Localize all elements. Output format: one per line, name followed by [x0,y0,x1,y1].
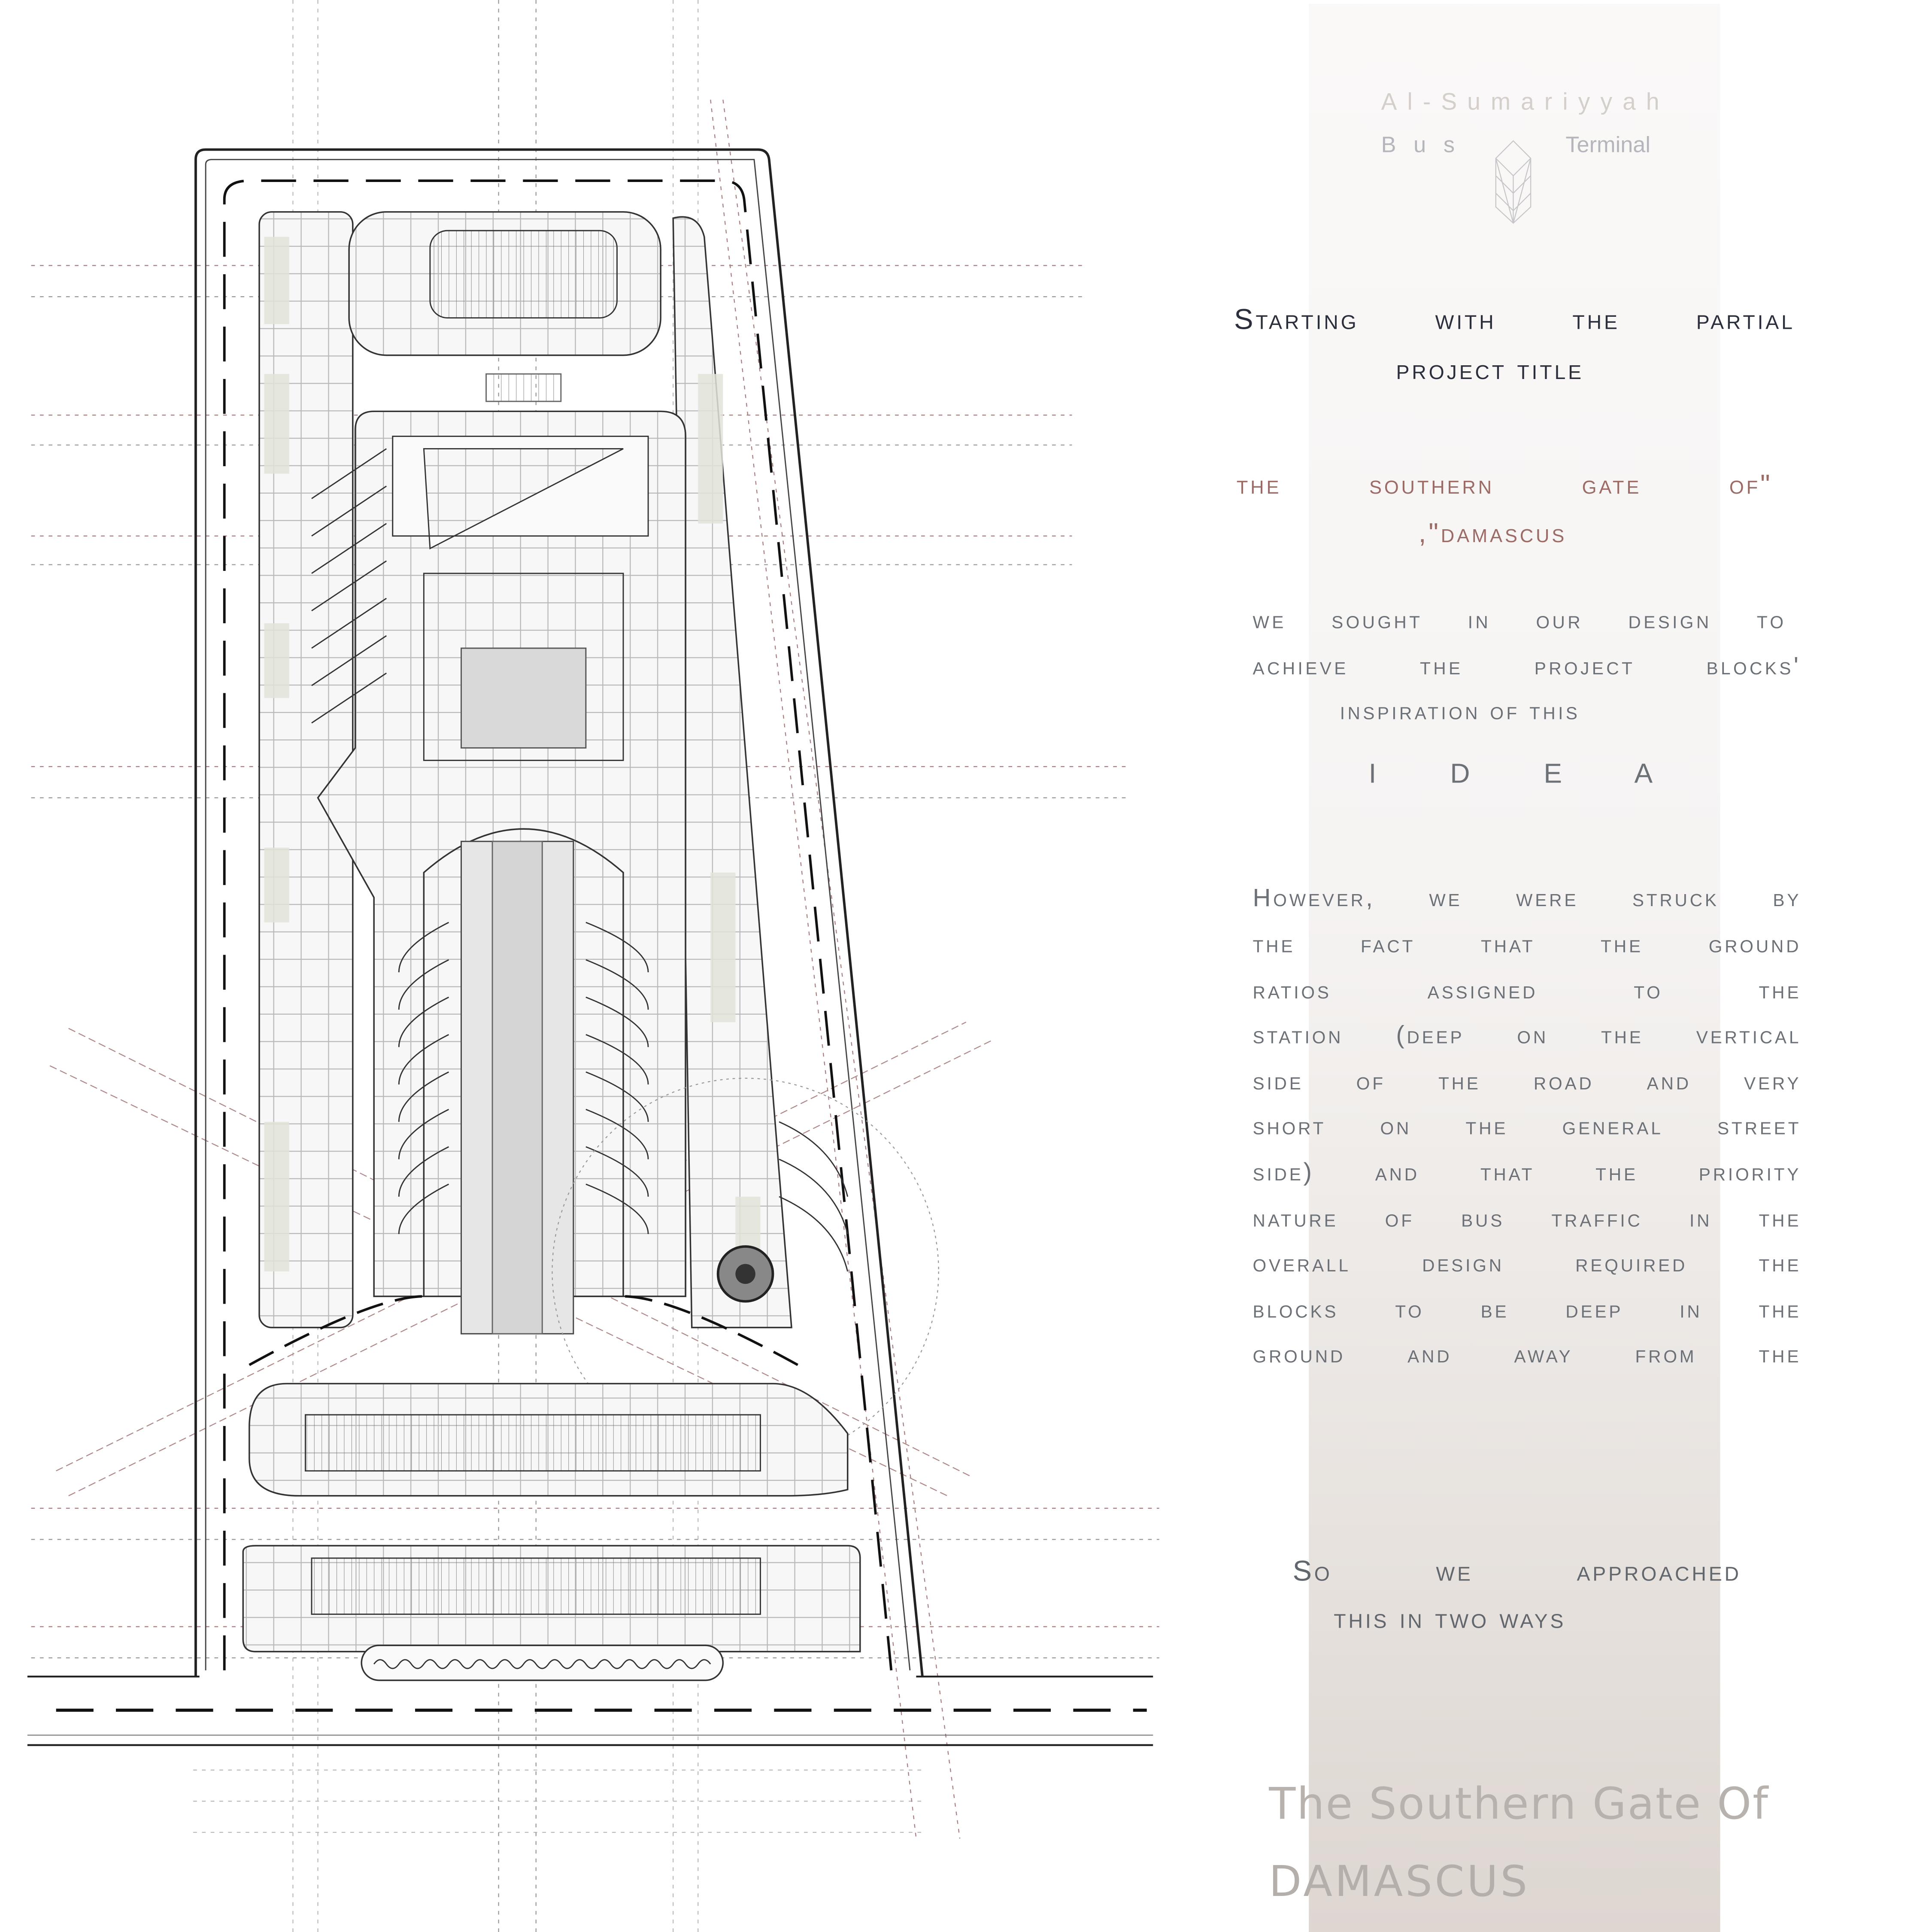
paragraph-line: nature of bus traffic in the [1253,1205,1802,1233]
text-panel-band [1309,4,1720,1932]
paragraph-line: the fact that the ground [1253,931,1802,959]
logo-crystal-icon [1493,140,1533,224]
south-plaza [361,1645,723,1680]
paragraph-line: ground and away from the [1253,1341,1802,1369]
intro-line-2: achieve the project blocks' [1253,653,1802,681]
footer-title-line-2: DAMASCUS [1269,1857,1530,1908]
paragraph-line: However, we were struck by [1253,885,1802,913]
paragraph-line: blocks to be deep in the [1253,1296,1802,1324]
paragraph-line: ratios assigned to the [1253,977,1802,1005]
heading-line-1: Starting with the partial [1234,303,1795,336]
paragraph-line: side) and that the priority [1253,1159,1802,1187]
footer-title-line-1: The Southern Gate Of [1269,1780,1769,1830]
title-quote-line-2: ,"damascus [1418,517,1567,549]
intro-line-1: we sought in our design to [1253,607,1786,635]
idea-word: I D E A [1368,758,1656,789]
heading-line-2: project title [1396,352,1584,385]
logo-title: Al-Sumariyyah [1381,90,1670,116]
paragraph-line: overall design required the [1253,1250,1802,1278]
paragraph-line: station (deep on the vertical [1253,1022,1802,1050]
paragraph-line: side of the road and very [1253,1068,1802,1096]
title-quote-line-1: the southern gate of" [1236,468,1773,500]
logo-bus: Bus [1381,132,1472,157]
main-road [27,1677,1153,1745]
closing-line-1: So we approached [1292,1554,1741,1587]
paragraph-line: short on the general street [1253,1113,1802,1141]
intro-line-3: inspiration of this [1340,698,1580,726]
closing-line-2: this in two ways [1334,1601,1566,1635]
logo-terminal: Terminal [1565,132,1650,157]
